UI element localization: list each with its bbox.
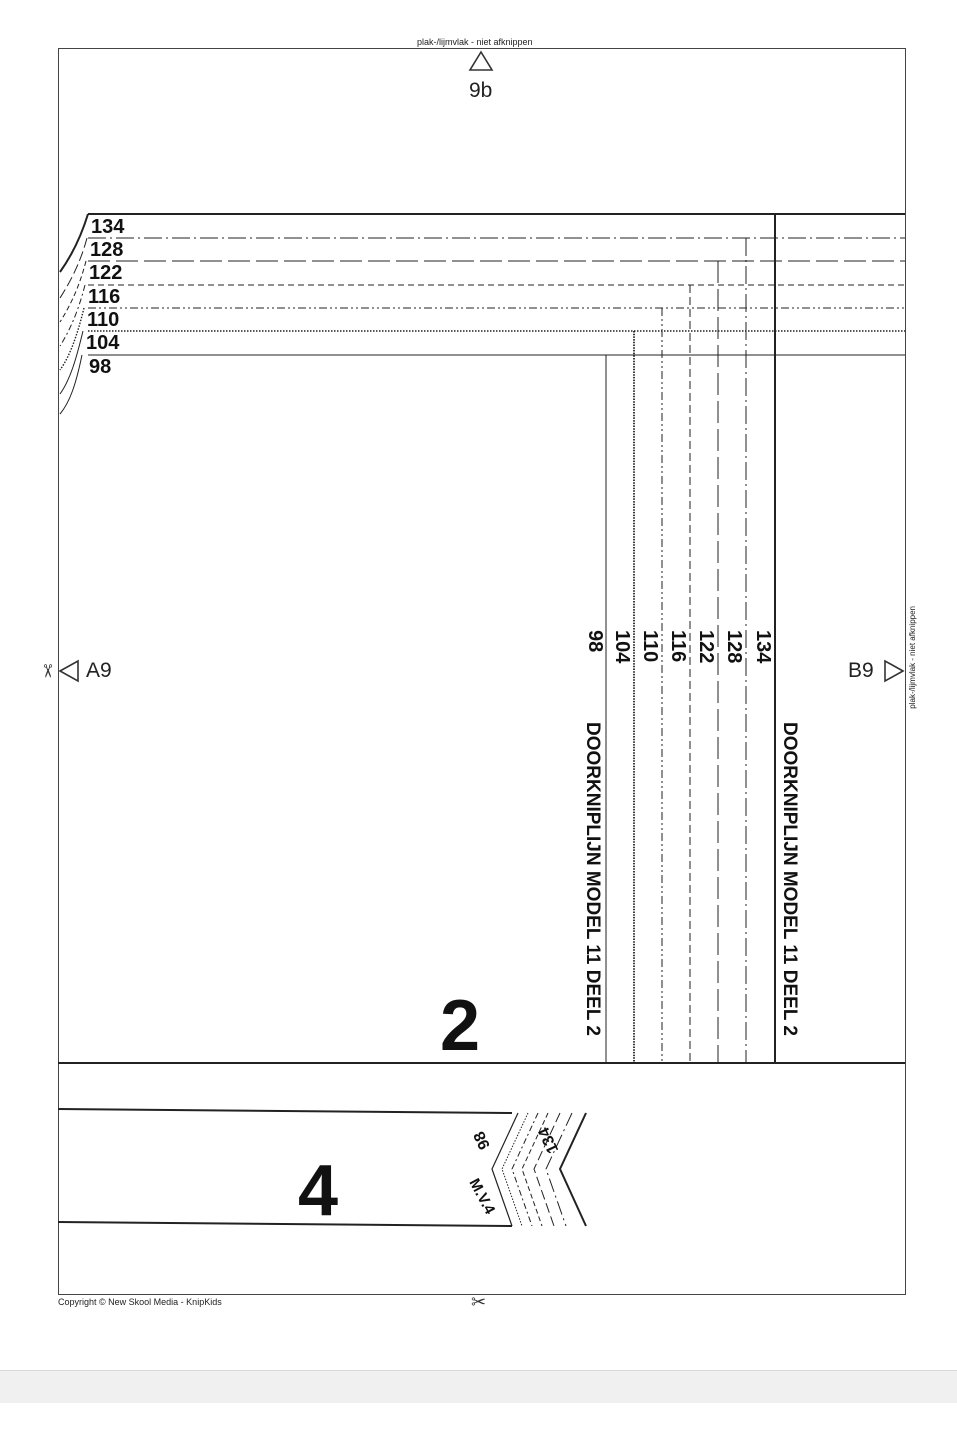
curve-134 [60,214,88,272]
left-mark-label: A9 [86,659,112,682]
size-label-110: 110 [87,309,120,331]
copyright-text: Copyright © New Skool Media - KnipKids [58,1297,222,1307]
vsize-label-104: 104 [611,630,633,664]
vsize-label-110: 110 [639,630,661,663]
strip-size-label-134: 134 [535,1124,563,1156]
piece-number-4: 4 [298,1151,339,1231]
size-label-134: 134 [91,216,125,238]
size-label-116: 116 [88,286,121,308]
right-mark-label: B9 [848,659,874,682]
strip-top-edge [58,1109,512,1113]
curve-98 [60,355,82,414]
vsize-label-116: 116 [667,630,689,663]
size-label-104: 104 [86,332,120,354]
scissors-icon: ✂ [471,1292,487,1312]
right-notch-marker [885,661,903,681]
vsize-label-122: 122 [695,630,717,664]
right-glue-label: plak-/lijmvlak - niet afknippen [908,606,917,709]
sheet-border [59,49,906,1295]
scissors-icon: ✂ [37,663,58,679]
viewer-toolbar [0,1370,957,1403]
strip-size-label-98: 98 [470,1128,494,1152]
viewer-bottom-area [0,1403,957,1440]
curve-128 [60,238,87,298]
size-label-122: 122 [89,262,123,284]
cut-line-label-outer: DOORKNIPLIJN MODEL 11 DEEL 2 [779,722,800,1036]
vsize-label-134: 134 [752,630,774,664]
size-label-128: 128 [90,239,124,261]
strip-mark-label: M.V.4 [465,1175,499,1218]
vsize-label-98: 98 [584,630,606,653]
size-label-98: 98 [89,356,112,378]
piece-number-2: 2 [440,986,481,1066]
vsize-label-128: 128 [723,630,745,664]
top-glue-label: plak-/lijmvlak - niet afknippen [417,37,533,47]
top-notch-marker [470,52,492,70]
top-mark-label: 9b [469,79,493,102]
left-notch-marker [60,661,78,681]
strip-bottom-edge [58,1222,512,1226]
cut-line-label-inner: DOORKNIPLIJN MODEL 11 DEEL 2 [582,722,603,1036]
